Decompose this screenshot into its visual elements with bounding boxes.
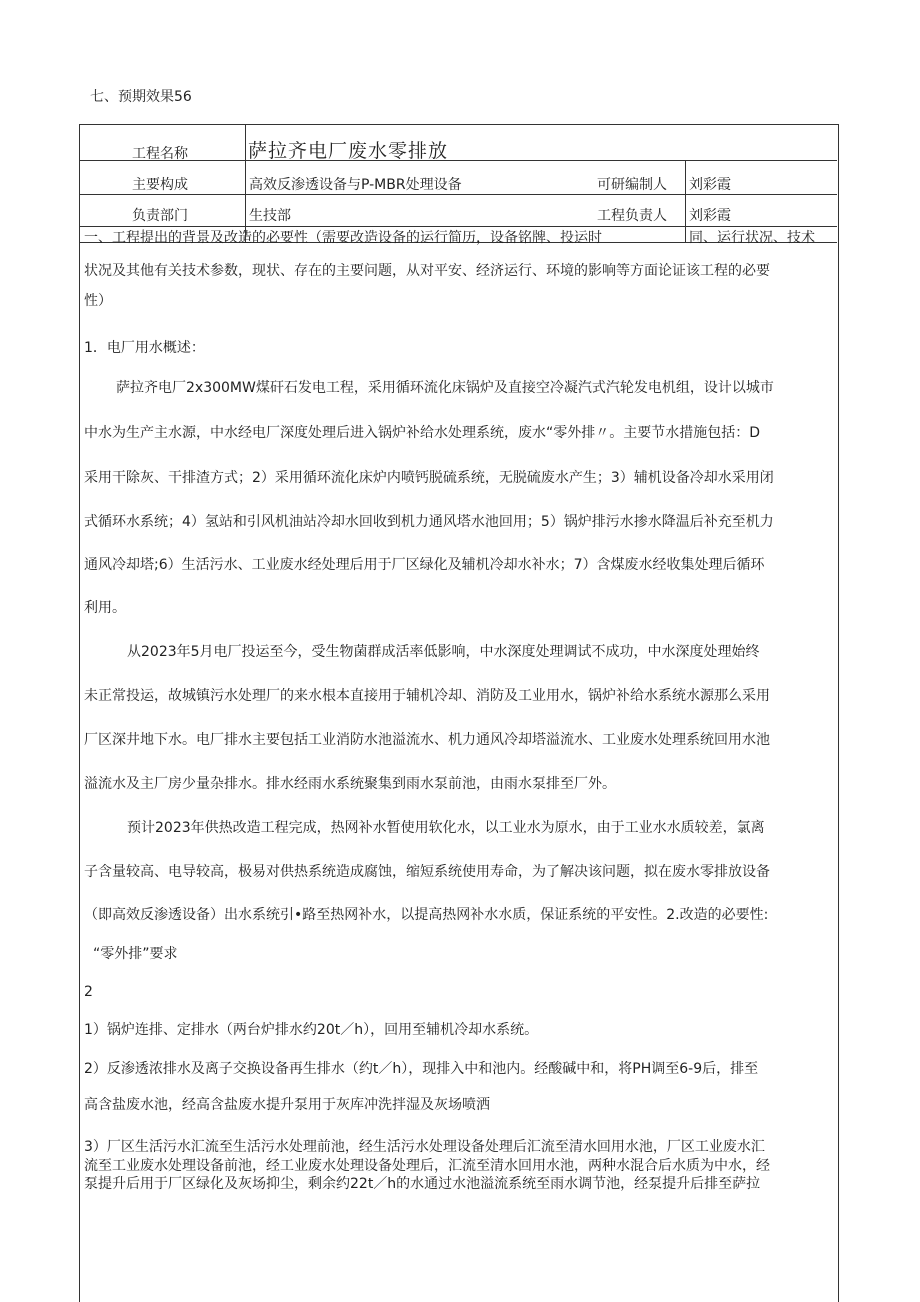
body-line: 中水为生产主水源，中水经电厂深度处理后进入锅炉补给水处理系统，废水“零外排〃。主要节水措施包括：D bbox=[84, 425, 761, 441]
table-divider bbox=[245, 124, 246, 242]
project-lead-value: 刘彩霞 bbox=[689, 208, 731, 224]
body-line: 2）反渗透浓排水及离子交换设备再生排水（约t／h），现排入中和池内。经酸碱中和，将PH调至6-9后，排至 bbox=[84, 1061, 759, 1077]
section-heading: 七、预期效果56 bbox=[90, 89, 192, 105]
composition-label: 主要构成 bbox=[132, 177, 188, 193]
project-name-value: 萨拉齐电厂废水零排放 bbox=[248, 140, 449, 162]
project-lead-label: 工程负责人 bbox=[597, 208, 667, 224]
project-name-label: 工程名称 bbox=[132, 146, 188, 162]
feasibility-author-value: 刘彩霞 bbox=[689, 177, 731, 193]
body-line: 2 bbox=[84, 984, 93, 1000]
table-divider bbox=[685, 160, 686, 242]
body-line: 流至工业废水处理设备前池，经工业废水处理设备处理后，汇流至清水回用水池，两种水混合后水质为中水，经 bbox=[84, 1158, 770, 1174]
table-divider bbox=[79, 160, 837, 161]
body-line: 状况及其他有关技术参数，现状、存在的主要问题，从对平安、经济运行、环境的影响等方面论证该工程的必要 bbox=[84, 263, 770, 279]
body-line: 子含量较高、电导较高，极易对供热系统造成腐蚀，缩短系统使用寿命，为了解决该问题，拟在废水零排放设备 bbox=[84, 864, 770, 880]
body-line: “零外排”要求 bbox=[93, 946, 178, 962]
body-line: 1）锅炉连排、定排水（两台炉排水约20t／h），回用至辅机冷却水系统。 bbox=[84, 1022, 539, 1038]
department-label: 负责部门 bbox=[132, 208, 188, 224]
body-line: 式循环水系统；4）氢站和引风机油站冷却水回收到机力通风塔水池回用；5）锅炉排污水掺水降温后补充至机力 bbox=[84, 514, 774, 530]
background-row-left: 一、工程提出的背景及改造的必要性（需要改造设备的运行简历，设备铭牌、投运时 bbox=[84, 230, 602, 246]
body-line: 泵提升后用于厂区绿化及灰场抑尘，剩余约22t／h的水通过水池溢流系统至雨水调节池，经泵提升后排至萨拉 bbox=[84, 1176, 761, 1192]
body-line: 高含盐废水池，经高含盐废水提升泵用于灰库冲洗拌湿及灰场喷洒 bbox=[84, 1097, 490, 1113]
body-line: 利用。 bbox=[84, 600, 126, 616]
department-value: 生技部 bbox=[249, 208, 291, 224]
body-line: 萨拉齐电厂2x300MW煤矸石发电工程，采用循环流化床锅炉及直接空冷凝汽式汽轮发电机组，设计以城市 bbox=[116, 380, 774, 396]
body-line: 预计2023年供热改造工程完成，热网补水暂使用软化水，以工业水为原水，由于工业水水质较差，氯离 bbox=[127, 820, 765, 836]
body-line: 性） bbox=[84, 293, 112, 309]
body-line: 采用干除灰、干排渣方式；2）采用循环流化床炉内喷钙脱硫系统，无脱硫废水产生；3）辅机设备冷却水采用闭 bbox=[84, 470, 774, 486]
body-line: 未正常投运，故城镇污水处理厂的来水根本直接用于辅机冷却、消防及工业用水，锅炉补给水系统水源那么采用 bbox=[84, 688, 770, 704]
body-line: （即高效反渗透设备）出水系统引•路至热网补水，以提高热网补水水质，保证系统的平安性。2.改造的必要性: bbox=[84, 907, 769, 923]
body-line: 溢流水及主厂房少量杂排水。排水经雨水系统聚集到雨水泵前池，由雨水泵排至厂外。 bbox=[84, 776, 616, 792]
table-divider bbox=[79, 194, 837, 195]
body-line: 从2023年5月电厂投运至今，受生物菌群成活率低影响，中水深度处理调试不成功，中水深度处理始终 bbox=[127, 644, 760, 660]
background-row-right: 同、运行状况、技术 bbox=[689, 230, 815, 246]
body-line: 厂区深井地下水。电厂排水主要包括工业消防水池溢流水、机力通风冷却塔溢流水、工业废水处理系统回用水池 bbox=[84, 732, 770, 748]
composition-value: 高效反渗透设备与P-MBR处理设备 bbox=[249, 177, 462, 193]
info-table bbox=[79, 124, 839, 1302]
body-line: 1．电厂用水概述： bbox=[84, 340, 205, 356]
feasibility-author-label: 可研编制人 bbox=[597, 177, 667, 193]
body-line: 3）厂区生活污水汇流至生活污水处理前池，经生活污水处理设备处理后汇流至清水回用水池，厂区工业废水汇 bbox=[84, 1139, 765, 1155]
body-line: 通风冷却塔;6）生活污水、工业废水经处理后用于厂区绿化及辅机冷却水补水；7）含煤废水经收集处理后循环 bbox=[84, 557, 765, 573]
